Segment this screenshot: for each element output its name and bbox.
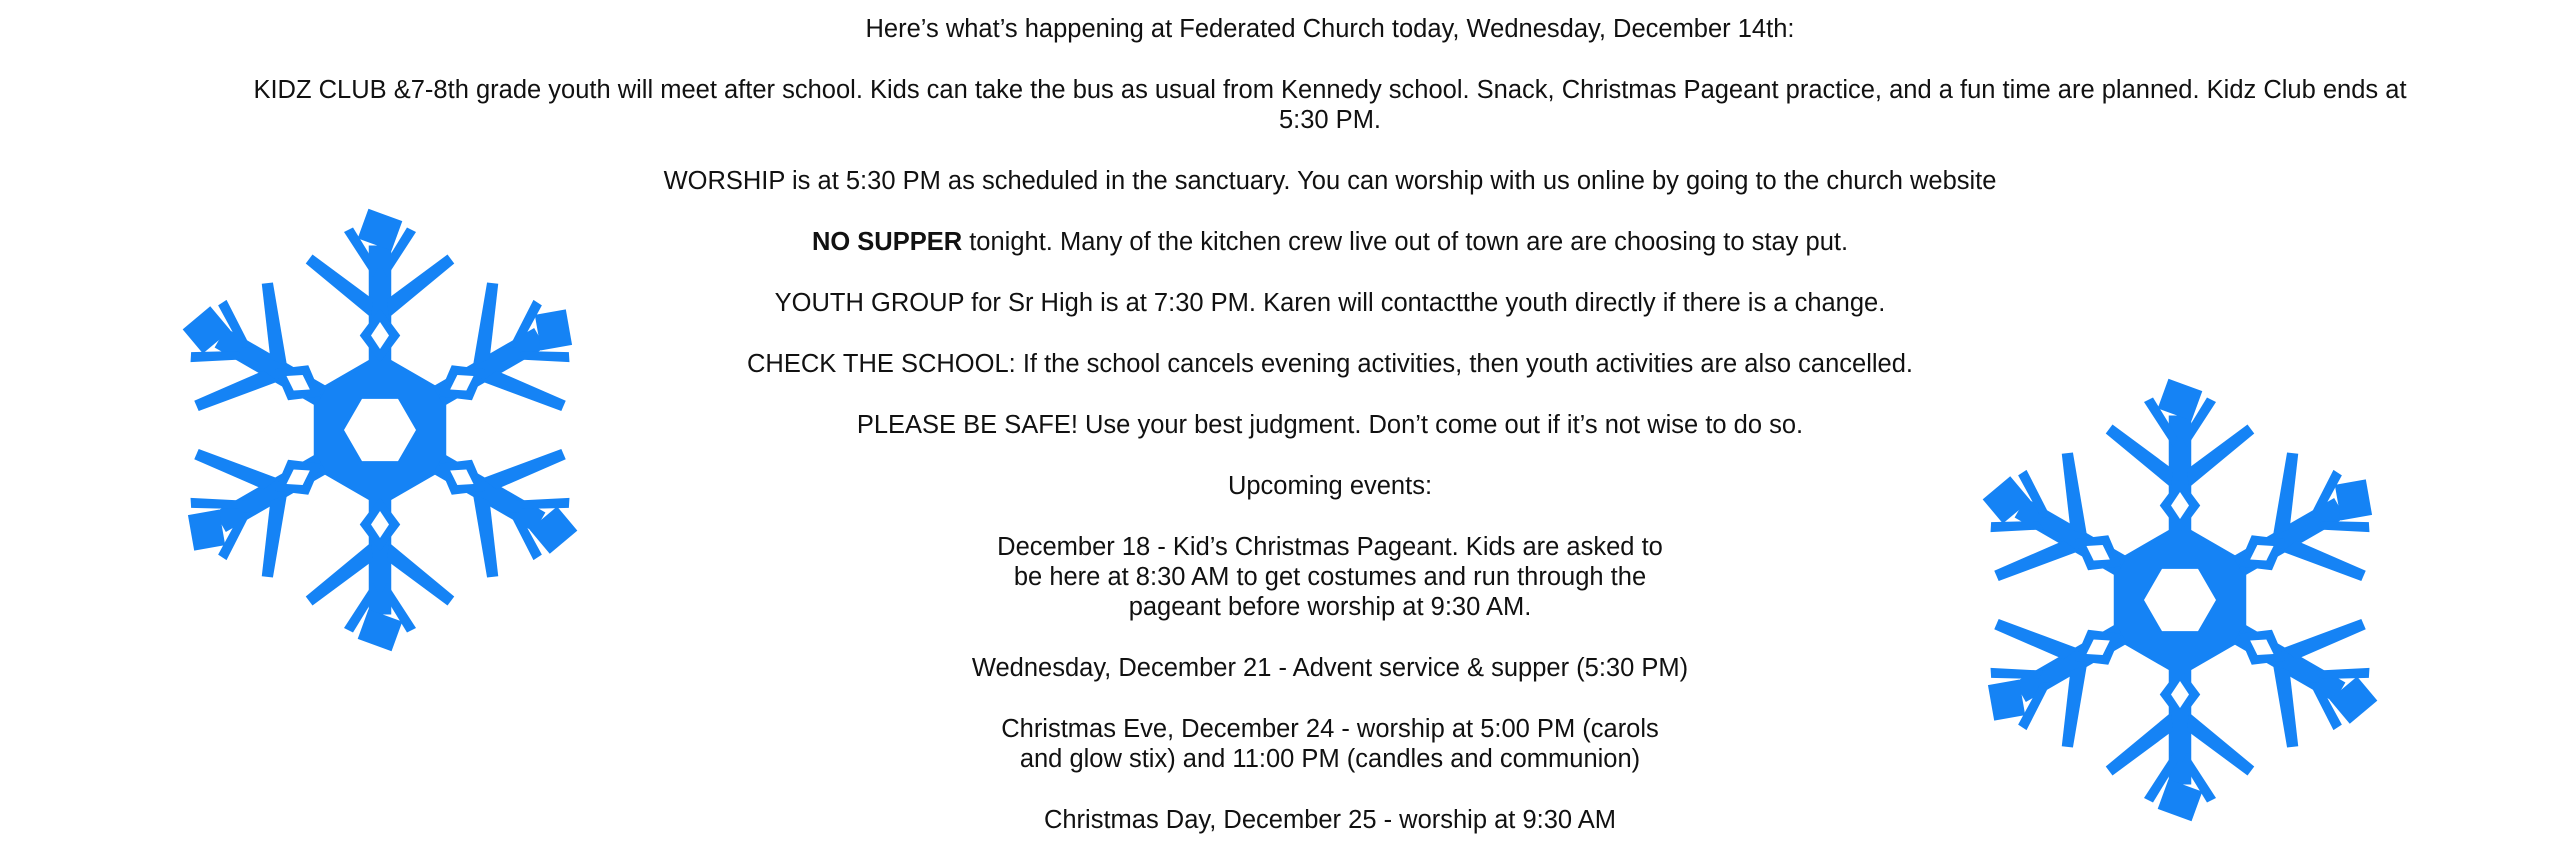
no-supper-text: tonight. Many of the kitchen crew live out of town are are choosing to stay put. bbox=[962, 228, 1849, 256]
worship-paragraph: WORSHIP is at 5:30 PM as scheduled in the sanctuary. You can worship with us online by going to the church website bbox=[663, 167, 1997, 195]
event-christmas-day: Christmas Day, December 25 - worship at 9:30 AM bbox=[1043, 806, 1617, 834]
be-safe-paragraph: PLEASE BE SAFE! Use your best judgment. Don’t come out if it’s not wise to do so. bbox=[856, 411, 1804, 439]
announcement-text bbox=[230, 14, 2430, 866]
check-school-paragraph: CHECK THE SCHOOL: If the school cancels evening activities, then youth activities are also cancelled. bbox=[747, 350, 1913, 378]
event-advent: Wednesday, December 21 - Advent service & supper (5:30 PM) bbox=[971, 654, 1689, 682]
no-supper-heading: NO SUPPER bbox=[811, 228, 963, 256]
youth-group-paragraph: YOUTH GROUP for Sr High is at 7:30 PM. Karen will contactthe youth directly if there is a change. bbox=[774, 289, 1886, 317]
upcoming-events-heading: Upcoming events: bbox=[1227, 472, 1433, 500]
event-pageant: December 18 - Kid’s Christmas Pageant. Kids are asked to be here at 8:30 AM to get costumes and run through the pageant before worship at 9:30 AM. bbox=[997, 533, 1663, 621]
kidz-club-paragraph: KIDZ CLUB &7-8th grade youth will meet after school. Kids can take the bus as usual from Kennedy school. Snack, Christmas Pageant practice, and a fun time are planned. Kidz Club ends at 5:30 PM. bbox=[253, 76, 2407, 134]
no-supper-paragraph bbox=[230, 227, 2430, 257]
intro-line: Here’s what’s happening at Federated Church today, Wednesday, December 14th: bbox=[865, 15, 1795, 43]
event-christmas-eve: Christmas Eve, December 24 - worship at 5:00 PM (carols and glow stix) and 11:00 PM (candles and communion) bbox=[1001, 715, 1659, 773]
